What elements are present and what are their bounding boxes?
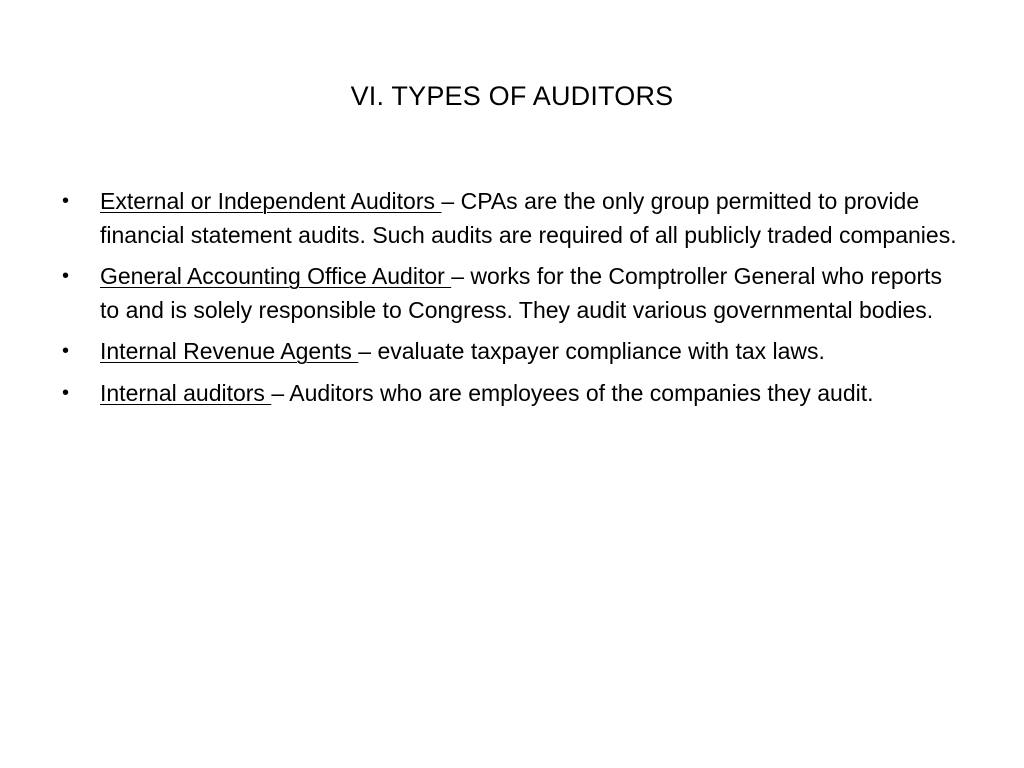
auditor-type-term: Internal Revenue Agents — [100, 338, 359, 364]
auditor-type-term: External or Independent Auditors — [100, 188, 442, 214]
bullet-list — [60, 185, 965, 418]
auditor-type-description: – evaluate taxpayer compliance with tax laws. — [358, 338, 825, 364]
bullet-icon: • — [62, 381, 70, 404]
bullet-icon: • — [62, 340, 70, 362]
auditor-type-description: – works for the Comptroller General who reports to and is solely responsible to Congress. They audit various governmental bodies. — [100, 263, 943, 323]
slide-title: VI. TYPES OF AUDITORS — [350, 81, 674, 111]
list-item — [60, 377, 965, 411]
auditor-type-description: – Auditors who are employees of the companies they audit. — [271, 379, 874, 406]
auditor-type-description: – CPAs are the only group permitted to provide financial statement audits. Such audits are required of all publicly traded companies. — [100, 188, 957, 248]
bullet-icon: • — [62, 265, 70, 287]
bullet-icon: • — [62, 190, 70, 212]
list-item — [60, 260, 965, 327]
list-item — [60, 335, 965, 369]
auditor-type-term: General Accounting Office Auditor — [100, 263, 452, 289]
auditor-type-term: Internal auditors — [100, 379, 272, 406]
list-item — [60, 185, 965, 252]
